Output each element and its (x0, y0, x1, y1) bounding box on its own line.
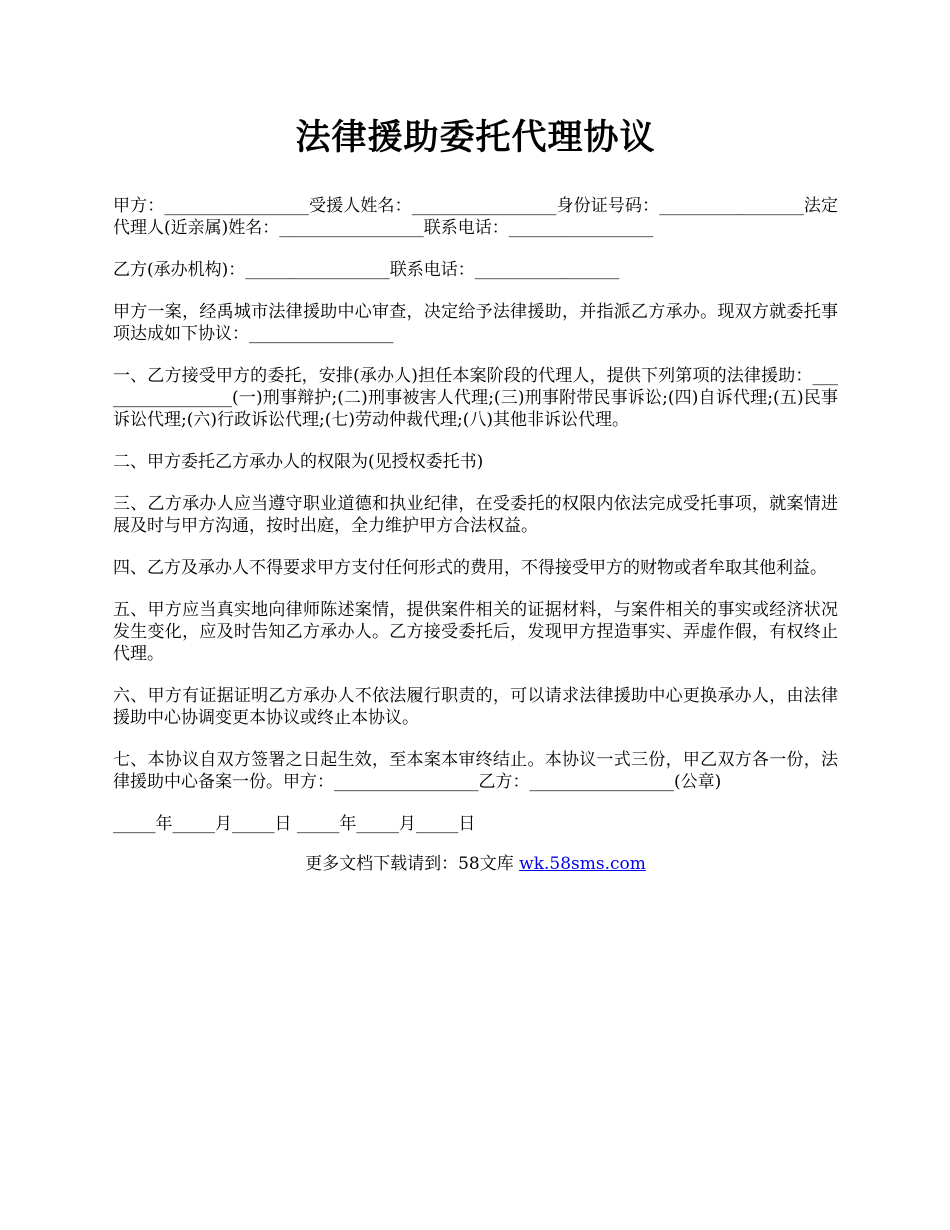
clause-2: 二、甲方委托乙方承办人的权限为(见授权委托书) (113, 452, 484, 472)
clause-4: 四、乙方及承办人不得要求甲方支付任何形式的费用，不得接受甲方的财物或者牟取其他利益。 (113, 558, 827, 578)
clause-6: 六、甲方有证据证明乙方承办人不依法履行职责的，可以请求法律援助中心更换承办人，由法律援助中心协调变更本协议或终止本协议。 (113, 686, 838, 728)
footer-link[interactable]: wk.58sms.com (519, 854, 646, 874)
clause-1: 一、乙方接受甲方的委托，安排(承办人)担任本案阶段的代理人，提供下列第项的法律援助：_________________(一)刑事辩护;(二)刑事被害人代理;(三)刑事附带民事诉讼;(四)自诉代理;(五)民事诉讼代理;(六)行政诉讼代理;(七)劳动仲裁代理;(八)其他非诉讼代理。 (113, 366, 838, 430)
party-a-info: 甲方：_________________受援人姓名：_________________身份证号码：_________________法定代理人(近亲属)姓名：_________________联系电话：_________________ (113, 196, 838, 238)
preamble: 甲方一案，经禹城市法律援助中心审查，决定给予法律援助，并指派乙方承办。现双方就委托事项达成如下协议：_________________ (113, 302, 838, 344)
party-b-info: 乙方(承办机构)：_________________联系电话：_________________ (113, 260, 620, 280)
clause-3: 三、乙方承办人应当遵守职业道德和执业纪律，在受委托的权限内依法完成受托事项，就案情进展及时与甲方沟通，按时出庭，全力维护甲方合法权益。 (113, 494, 838, 536)
footer-text: 更多文档下载请到：58文库 (305, 854, 520, 874)
download-footer (113, 853, 838, 875)
document-title: 法律援助委托代理协议 (295, 117, 656, 158)
clause-7: 七、本协议自双方签署之日起生效，至本案本审终结止。本协议一式三份，甲乙双方各一份，法律援助中心备案一份。甲方：_________________乙方：_________________(公章) (113, 750, 838, 792)
clause-5: 五、甲方应当真实地向律师陈述案情，提供案件相关的证据材料，与案件相关的事实或经济状况发生变化，应及时告知乙方承办人。乙方接受委托后，发现甲方捏造事实、弄虚作假，有权终止代理。 (113, 600, 838, 664)
signature-dates: _____年_____月_____日 _____年_____月_____日 (113, 814, 476, 834)
